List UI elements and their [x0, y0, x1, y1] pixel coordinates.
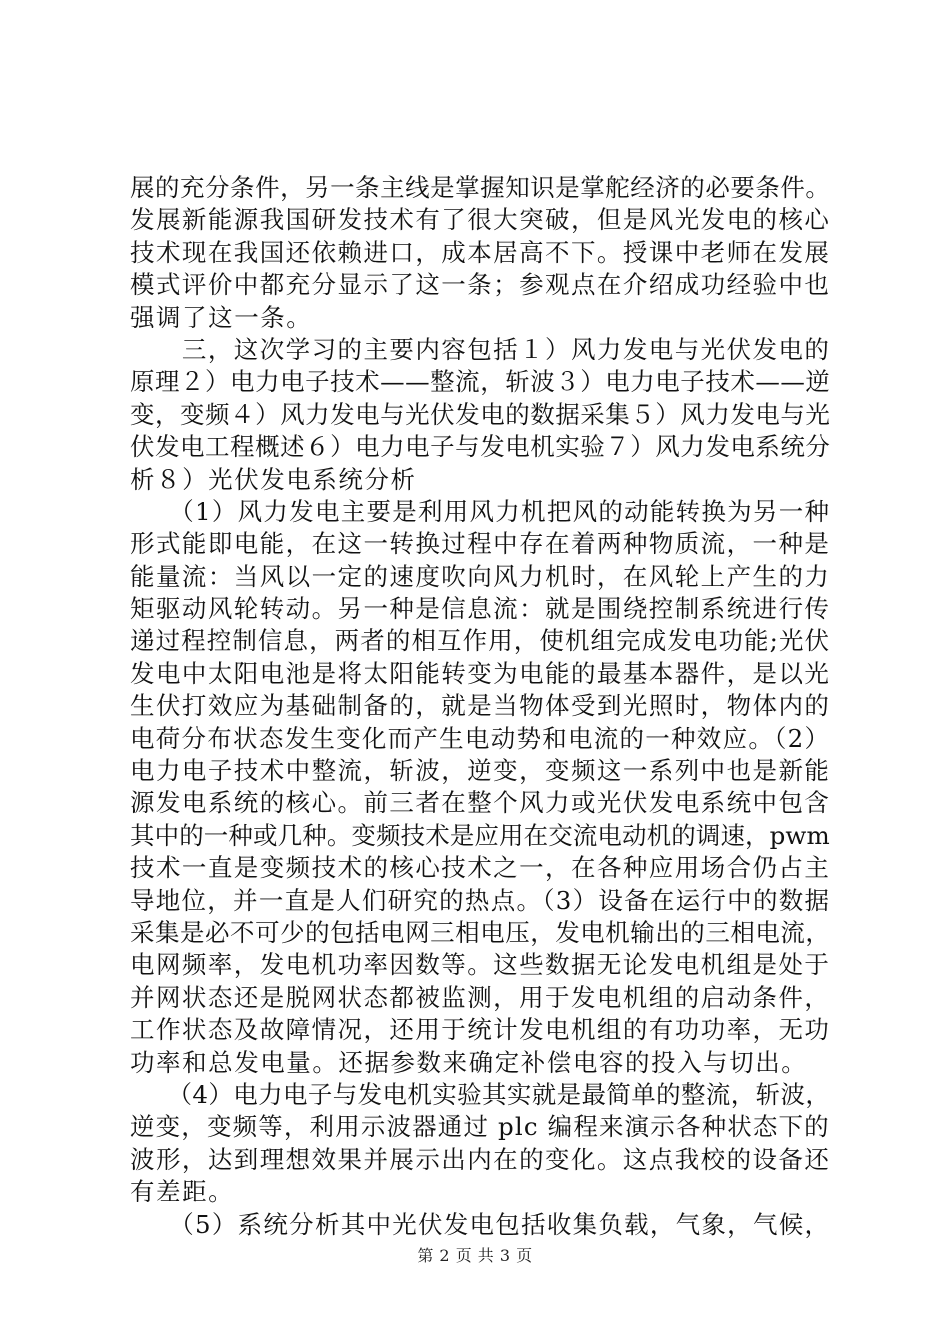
text-line: 有差距。 — [130, 1177, 235, 1207]
text-line: 递过程控制信息，两者的相互作用，使机组完成发电功能;光伏 — [130, 626, 831, 656]
text-line: 工作状态及故障情况，还用于统计发电机组的有功功率，无功 — [130, 1015, 831, 1045]
text-line: 导地位，并一直是人们研究的热点。（3）设备在运行中的数据 — [130, 885, 831, 915]
body-text — [130, 172, 830, 1241]
text-line: （5）系统分析其中光伏发电包括收集负载，气象，气候， — [130, 1209, 831, 1239]
text-line: 生伏打效应为基础制备的，就是当物体受到光照时，物体内的 — [130, 691, 831, 721]
text-line: 能量流：当风以一定的速度吹向风力机时，在风轮上产生的力 — [130, 561, 831, 591]
text-line: 电网频率，发电机功率因数等。这些数据无论发电机组是处于 — [130, 950, 831, 980]
text-line: （1）风力发电主要是利用风力机把风的动能转换为另一种 — [130, 496, 831, 526]
text-line: 发展新能源我国研发技术有了很大突破，但是风光发电的核心 — [130, 205, 831, 235]
text-line: 发电中太阳电池是将太阳能转变为电能的最基本器件，是以光 — [130, 658, 831, 688]
text-line: 电力电子技术中整流，斩波，逆变，变频这一系列中也是新能 — [130, 756, 831, 786]
text-line: 采集是必不可少的包括电网三相电压，发电机输出的三相电流， — [130, 917, 831, 947]
text-line: 源发电系统的核心。前三者在整个风力或光伏发电系统中包含 — [130, 788, 831, 818]
text-line: 模式评价中都充分显示了这一条；参观点在介绍成功经验中也 — [130, 270, 831, 300]
text-line: 电荷分布状态发生变化而产生电动势和电流的一种效应。（2） — [130, 723, 831, 753]
text-line: 原理２）电力电子技术——整流，斩波３）电力电子技术——逆 — [130, 367, 831, 397]
text-line: 变，变频４）风力发电与光伏发电的数据采集５）风力发电与光 — [130, 399, 831, 429]
text-line: 波形，达到理想效果并展示出内在的变化。这点我校的设备还 — [130, 1144, 831, 1174]
text-line: 形式能即电能，在这一转换过程中存在着两种物质流，一种是 — [130, 529, 831, 559]
text-line: 技术现在我国还依赖进口，成本居高不下。授课中老师在发展 — [130, 237, 831, 267]
text-line: 析８）光伏发电系统分析 — [130, 464, 417, 494]
text-line: 并网状态还是脱网状态都被监测，用于发电机组的启动条件， — [130, 982, 831, 1012]
text-line: 矩驱动风轮转动。另一种是信息流：就是围绕控制系统进行传 — [130, 594, 831, 624]
text-line: 其中的一种或几种。变频技术是应用在交流电动机的调速，pwm — [130, 820, 830, 850]
text-line: 伏发电工程概述６）电力电子与发电机实验７）风力发电系统分 — [130, 432, 831, 462]
text-line: （4）电力电子与发电机实验其实就是最简单的整流，斩波， — [130, 1079, 831, 1109]
page-footer — [0, 1243, 950, 1266]
text-line: 逆变，变频等，利用示波器通过 plc 编程来演示各种状态下的 — [130, 1112, 830, 1142]
text-line: 技术一直是变频技术的核心技术之一，在各种应用场合仍占主 — [130, 853, 831, 883]
text-line: 功率和总发电量。还据参数来确定补偿电容的投入与切出。 — [130, 1047, 808, 1077]
text-line: 三，这次学习的主要内容包括１）风力发电与光伏发电的 — [130, 334, 831, 364]
text-line: 展的充分条件，另一条主线是掌握知识是掌舵经济的必要条件。 — [130, 173, 831, 202]
page-number-label: 第 2 页 共 3 页 — [417, 1246, 533, 1265]
text-line: 强调了这一条。 — [130, 302, 313, 332]
